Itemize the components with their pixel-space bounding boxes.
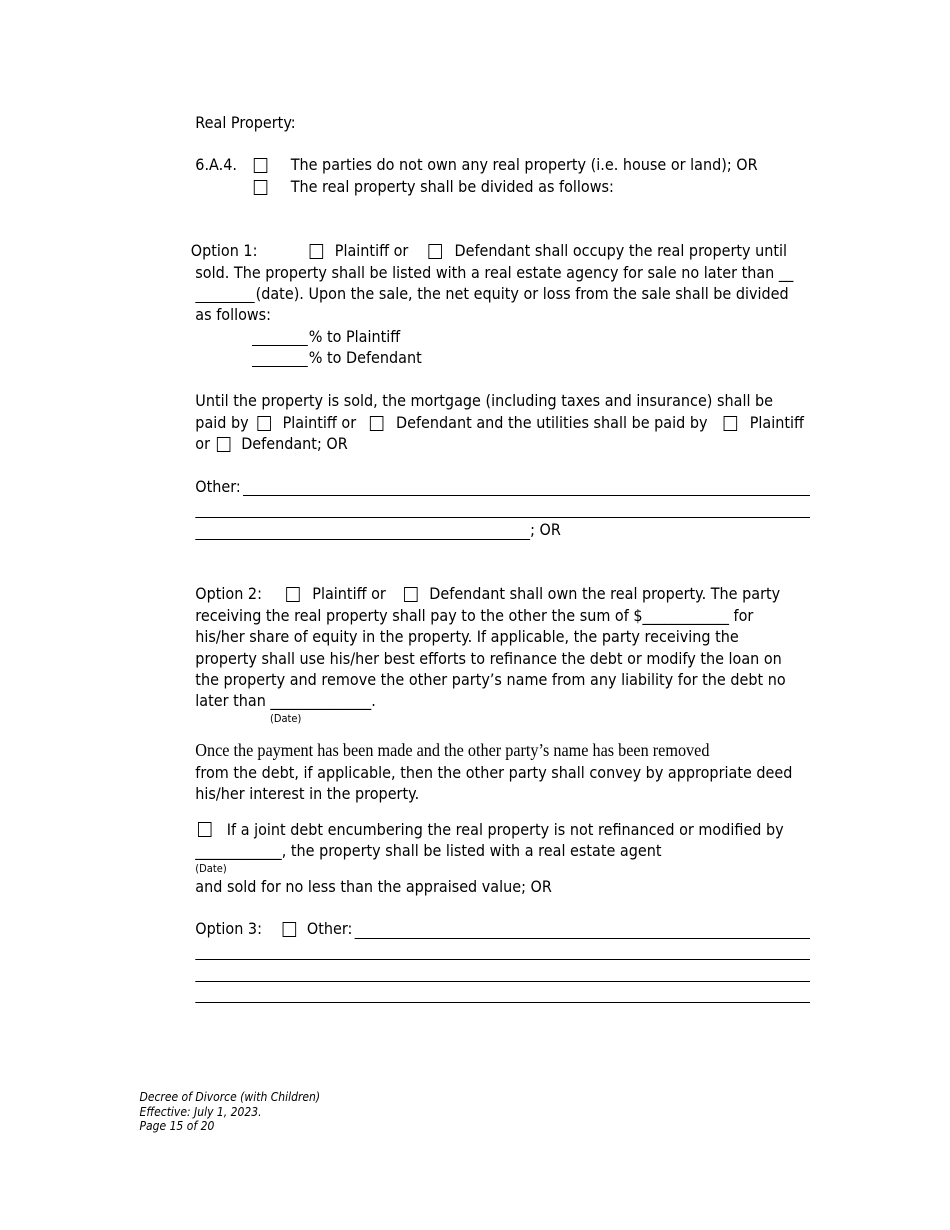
footer-form-title: Decree of Divorce (with Children) (139, 1090, 321, 1104)
option3-other-line2[interactable] (195, 959, 810, 960)
option1-other-label: Other: (195, 477, 241, 496)
option2-line4: property shall use his/her best efforts to refinance the debt or modify the loan on (195, 649, 782, 668)
pct-plaintiff-blank[interactable] (252, 345, 308, 346)
option1-defendant-checkbox[interactable] (428, 244, 442, 259)
option2-line2: receiving the real property shall pay to the other the sum of $____________ for (195, 606, 754, 625)
pct-defendant-label: % to Defendant (308, 348, 422, 367)
mortgage-line2-d: Plaintiff (749, 413, 804, 432)
option2-line6: later than ______________. (195, 691, 376, 710)
option1-line4: as follows: (195, 305, 272, 324)
option2-plaintiff-text: Plaintiff or (312, 584, 386, 603)
option2-date-caption: (Date) (270, 712, 302, 725)
option2-defendant-text: Defendant shall own the real property. The party (429, 584, 781, 603)
mortgage-line2-b: Plaintiff or (282, 413, 357, 432)
joint-debt-line1: If a joint debt encumbering the real property is not refinanced or modified by (226, 820, 784, 839)
mortgage-line2-c: Defendant and the utilities shall be paid by (396, 413, 708, 432)
option3-other-line3[interactable] (195, 981, 810, 982)
conveyance-line1: Once the payment has been made and the other party’s name has been removed (195, 740, 710, 760)
pct-plaintiff-label: % to Plaintiff (308, 327, 401, 346)
section-number: 6.A.4. (195, 155, 237, 174)
option1-label: Option 1: (190, 241, 258, 260)
footer-page-number: Page 15 of 20 (139, 1119, 215, 1133)
option2-plaintiff-checkbox[interactable] (286, 587, 300, 602)
footer-effective-date: Effective: July 1, 2023. (139, 1104, 262, 1119)
option2-defendant-checkbox[interactable] (404, 587, 418, 602)
conveyance-line2: from the debt, if applicable, then the other party shall convey by appropriate deed (195, 763, 793, 782)
mortgage-line2-a: paid by (195, 413, 249, 432)
mortgage-defendant-checkbox[interactable] (370, 416, 384, 431)
pct-defendant-blank[interactable] (252, 366, 308, 367)
choice-divide-property: The real property shall be divided as follows: (290, 177, 614, 196)
joint-debt-checkbox[interactable] (198, 822, 212, 837)
choice-no-real-property: The parties do not own any real property (i.e. house or land); OR (290, 155, 758, 174)
option1-other-line2[interactable] (195, 517, 810, 518)
conveyance-line3: his/her interest in the property. (195, 784, 420, 803)
option3-label: Option 3: (195, 919, 262, 938)
option1-or: ; OR (530, 520, 561, 539)
mortgage-plaintiff-checkbox[interactable] (257, 416, 271, 431)
joint-debt-line3: and sold for no less than the appraised value; OR (195, 877, 552, 896)
option1-line3: (date). Upon the sale, the net equity or loss from the sale shall be divided (255, 284, 789, 303)
utilities-plaintiff-checkbox[interactable] (724, 416, 738, 431)
option3-other-line1[interactable] (355, 938, 810, 939)
joint-debt-date-caption: (Date) (195, 862, 227, 875)
option1-defendant-text: Defendant shall occupy the real property until (454, 241, 788, 260)
checkbox-divide-property[interactable] (254, 180, 268, 195)
joint-debt-line2: ____________, the property shall be listed with a real estate agent (195, 841, 662, 860)
option2-label: Option 2: (195, 584, 262, 603)
mortgage-line1: Until the property is sold, the mortgage (including taxes and insurance) shall be (195, 391, 774, 410)
option1-date-blank[interactable] (195, 302, 254, 303)
option3-checkbox[interactable] (283, 922, 297, 937)
utilities-defendant-checkbox[interactable] (217, 437, 231, 452)
option1-plaintiff-checkbox[interactable] (310, 244, 324, 259)
option1-plaintiff-text: Plaintiff or (334, 241, 409, 260)
mortgage-line3-b: Defendant; OR (241, 434, 348, 453)
checkbox-no-real-property[interactable] (254, 158, 268, 173)
option2-line3: his/her share of equity in the property. If applicable, the party receiving the (195, 627, 739, 646)
option1-other-line1[interactable] (243, 495, 810, 496)
section-heading: Real Property: (195, 113, 296, 132)
mortgage-line3-a: or (195, 434, 211, 453)
option3-other-label: Other: (306, 919, 353, 938)
page-footer (140, 1090, 321, 1134)
option2-line5: the property and remove the other party’s name from any liability for the debt no (195, 670, 786, 689)
option1-line2: sold. The property shall be listed with a real estate agency for sale no later than __ (195, 263, 794, 282)
option3-other-line4[interactable] (195, 1002, 810, 1003)
option1-other-line3[interactable] (195, 539, 530, 540)
